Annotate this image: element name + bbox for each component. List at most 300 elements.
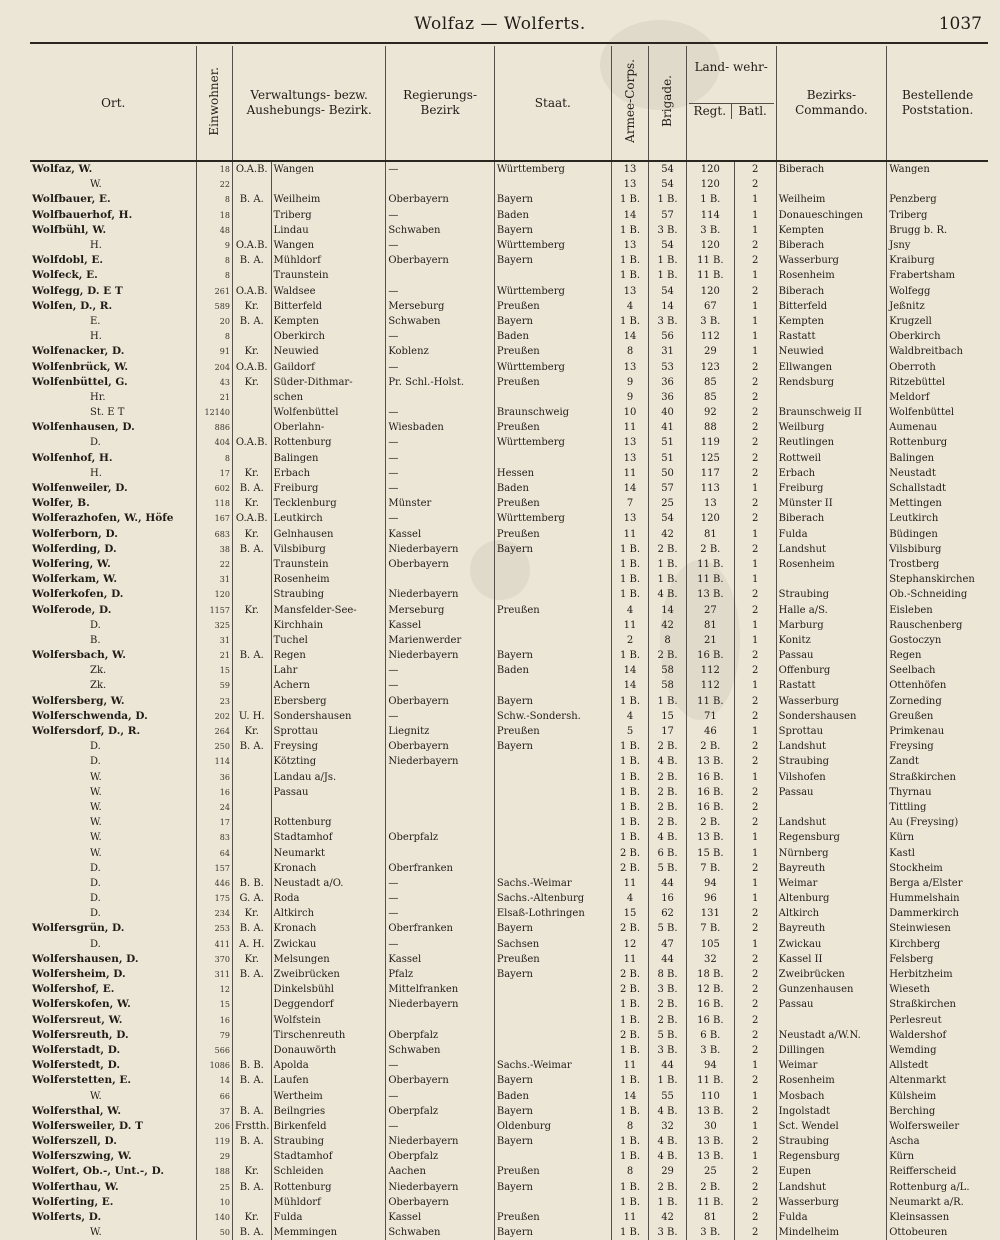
cell-poststation: Reifferscheid <box>887 1164 988 1179</box>
cell-ort: Wolferkam, W. <box>32 573 117 586</box>
cell-landwehr-regt: 71 <box>686 709 734 724</box>
cell-bezirks-commando: Halle a/S. <box>776 602 887 617</box>
table-row <box>30 359 988 374</box>
cell-landwehr-regt: 30 <box>686 1119 734 1134</box>
table-row <box>30 1195 988 1210</box>
cell-armee-corps: 1 B. <box>611 192 649 207</box>
cell-landwehr-batl: 2 <box>734 709 776 724</box>
cell-einwohner: 79 <box>197 1028 232 1043</box>
cell-verwaltung-bezirk: Donauwörth <box>271 1043 386 1058</box>
table-row <box>30 891 988 906</box>
cell-verwaltung-type <box>232 177 271 192</box>
cell-bezirks-commando: Wasserburg <box>776 694 887 709</box>
cell-staat: Bayern <box>494 739 611 754</box>
cell-landwehr-batl: 1 <box>734 891 776 906</box>
cell-landwehr-regt: 32 <box>686 952 734 967</box>
table-row <box>30 390 988 405</box>
cell-brigade: 42 <box>649 527 687 542</box>
cell-verwaltung-bezirk: Kötzting <box>271 754 386 769</box>
cell-armee-corps: 11 <box>611 420 649 435</box>
cell-ort: Wolferszell, D. <box>32 1135 117 1148</box>
cell-bezirks-commando: Sprottau <box>776 724 887 739</box>
cell-landwehr-batl: 2 <box>734 754 776 769</box>
cell-brigade: 8 B. <box>649 967 687 982</box>
cell-brigade: 62 <box>649 906 687 921</box>
cell-verwaltung-type: Kr. <box>232 952 271 967</box>
cell-landwehr-regt: 16 B. <box>686 648 734 663</box>
cell-poststation: Kürn <box>887 830 988 845</box>
cell-verwaltung-type: B. A. <box>232 542 271 557</box>
table-row <box>30 633 988 648</box>
cell-bezirks-commando <box>776 177 887 192</box>
cell-poststation: Balingen <box>887 451 988 466</box>
cell-poststation: Waldershof <box>887 1028 988 1043</box>
cell-regierungsbezirk: Münster <box>386 496 495 511</box>
cell-verwaltung-bezirk: Lindau <box>271 223 386 238</box>
cell-staat: Schw.-Sondersh. <box>494 709 611 724</box>
cell-einwohner: 8 <box>197 329 232 344</box>
cell-poststation: Seelbach <box>887 663 988 678</box>
header-landwehr-label: Land- wehr- <box>694 60 768 74</box>
cell-einwohner: 23 <box>197 694 232 709</box>
cell-einwohner: 14 <box>197 1073 232 1088</box>
cell-armee-corps: 2 B. <box>611 1028 649 1043</box>
table-row <box>30 542 988 557</box>
cell-armee-corps: 15 <box>611 906 649 921</box>
cell-landwehr-batl: 2 <box>734 1195 776 1210</box>
cell-staat: Preußen <box>494 496 611 511</box>
cell-einwohner: 66 <box>197 1088 232 1103</box>
cell-staat <box>494 633 611 648</box>
cell-verwaltung-type: O.A.B. <box>232 284 271 299</box>
table-row <box>30 161 988 177</box>
cell-einwohner: 38 <box>197 542 232 557</box>
cell-ort: Wolferting, E. <box>32 1195 114 1208</box>
cell-verwaltung-bezirk: Memmingen <box>271 1225 386 1240</box>
cell-armee-corps: 13 <box>611 177 649 192</box>
cell-verwaltung-bezirk: Wangen <box>271 161 386 177</box>
cell-verwaltung-type: B. A. <box>232 192 271 207</box>
cell-regierungsbezirk: Marienwerder <box>386 633 495 648</box>
cell-verwaltung-bezirk: Oberlahn- <box>271 420 386 435</box>
cell-verwaltung-bezirk: Wertheim <box>271 1088 386 1103</box>
cell-staat: Bayern <box>494 921 611 936</box>
table-row <box>30 1088 988 1103</box>
cell-poststation: Kirchberg <box>887 937 988 952</box>
table-row <box>30 694 988 709</box>
cell-landwehr-regt: 2 B. <box>686 542 734 557</box>
cell-armee-corps: 13 <box>611 511 649 526</box>
cell-landwehr-batl: 1 <box>734 557 776 572</box>
cell-regierungsbezirk: Oberbayern <box>386 192 495 207</box>
cell-bezirks-commando: Neustadt a/W.N. <box>776 1028 887 1043</box>
cell-poststation: Straßkirchen <box>887 997 988 1012</box>
cell-bezirks-commando: Konitz <box>776 633 887 648</box>
cell-einwohner: 59 <box>197 678 232 693</box>
table-row <box>30 466 988 481</box>
cell-ort: Wolfdobl, E. <box>32 254 104 267</box>
cell-staat <box>494 815 611 830</box>
table-row <box>30 1225 988 1240</box>
cell-verwaltung-bezirk: Passau <box>271 785 386 800</box>
cell-verwaltung-bezirk: Roda <box>271 891 386 906</box>
header-einwohner <box>197 46 232 161</box>
cell-verwaltung-type <box>232 1149 271 1164</box>
cell-armee-corps: 1 B. <box>611 1180 649 1195</box>
cell-armee-corps: 8 <box>611 1119 649 1134</box>
cell-verwaltung-bezirk: Stadtamhof <box>271 830 386 845</box>
cell-staat: Bayern <box>494 1073 611 1088</box>
cell-brigade: 29 <box>649 1164 687 1179</box>
cell-brigade: 2 B. <box>649 815 687 830</box>
cell-landwehr-regt: 112 <box>686 329 734 344</box>
cell-landwehr-regt: 113 <box>686 481 734 496</box>
cell-einwohner: 253 <box>197 921 232 936</box>
cell-regierungsbezirk: — <box>386 678 495 693</box>
table-row <box>30 1028 988 1043</box>
cell-poststation: Dammerkirch <box>887 906 988 921</box>
cell-ort: Wolfbauer, E. <box>32 193 111 206</box>
cell-armee-corps: 13 <box>611 359 649 374</box>
cell-regierungsbezirk: — <box>386 1088 495 1103</box>
cell-landwehr-batl: 2 <box>734 161 776 177</box>
cell-brigade: 1 B. <box>649 192 687 207</box>
cell-poststation: Gostoczyn <box>887 633 988 648</box>
cell-brigade: 44 <box>649 1058 687 1073</box>
cell-armee-corps: 1 B. <box>611 1043 649 1058</box>
cell-staat: Preußen <box>494 344 611 359</box>
cell-staat <box>494 1195 611 1210</box>
cell-ort: Wolferszwing, W. <box>32 1150 132 1163</box>
cell-einwohner: 16 <box>197 1013 232 1028</box>
cell-ort: Wolfeck, E. <box>32 269 98 282</box>
cell-staat: Bayern <box>494 1134 611 1149</box>
cell-poststation: Ottobeuren <box>887 1225 988 1240</box>
cell-regierungsbezirk <box>386 785 495 800</box>
cell-verwaltung-type <box>232 982 271 997</box>
cell-bezirks-commando <box>776 572 887 587</box>
cell-verwaltung-type: B. A. <box>232 314 271 329</box>
header-regt: Regt. <box>693 104 727 118</box>
cell-landwehr-batl: 2 <box>734 997 776 1012</box>
cell-armee-corps: 1 B. <box>611 1195 649 1210</box>
cell-landwehr-batl: 1 <box>734 876 776 891</box>
cell-verwaltung-type: G. A. <box>232 891 271 906</box>
cell-verwaltung-bezirk: Waldsee <box>271 284 386 299</box>
cell-landwehr-regt: 112 <box>686 663 734 678</box>
table-row <box>30 1013 988 1028</box>
cell-brigade: 8 <box>649 633 687 648</box>
cell-staat: Bayern <box>494 1104 611 1119</box>
cell-verwaltung-type <box>232 208 271 223</box>
cell-ort: W. <box>90 817 102 829</box>
cell-staat: Sachs.-Weimar <box>494 1058 611 1073</box>
cell-einwohner: 250 <box>197 739 232 754</box>
cell-verwaltung-type: B. A. <box>232 1073 271 1088</box>
cell-regierungsbezirk: Liegnitz <box>386 724 495 739</box>
cell-brigade: 2 B. <box>649 1180 687 1195</box>
cell-ort: Wolferode, D. <box>32 603 112 616</box>
cell-regierungsbezirk: Oberbayern <box>386 253 495 268</box>
cell-verwaltung-bezirk: Kronach <box>271 861 386 876</box>
cell-armee-corps: 1 B. <box>611 1073 649 1088</box>
table-row <box>30 678 988 693</box>
cell-verwaltung-bezirk: Triberg <box>271 208 386 223</box>
cell-brigade: 54 <box>649 284 687 299</box>
cell-ort: Zk. <box>90 665 107 677</box>
cell-regierungsbezirk: Oberbayern <box>386 1195 495 1210</box>
cell-poststation: Kürn <box>887 1149 988 1164</box>
cell-einwohner: 29 <box>197 1149 232 1164</box>
cell-landwehr-regt: 7 B. <box>686 861 734 876</box>
cell-landwehr-batl: 2 <box>734 390 776 405</box>
cell-landwehr-batl: 1 <box>734 344 776 359</box>
cell-verwaltung-bezirk: Regen <box>271 648 386 663</box>
cell-verwaltung-type <box>232 618 271 633</box>
cell-staat: Sachs.-Weimar <box>494 876 611 891</box>
cell-verwaltung-type: B. A. <box>232 253 271 268</box>
cell-landwehr-regt: 3 B. <box>686 314 734 329</box>
cell-ort: W. <box>90 832 102 844</box>
cell-regierungsbezirk: Merseburg <box>386 602 495 617</box>
cell-landwehr-batl: 2 <box>734 1104 776 1119</box>
cell-landwehr-batl: 2 <box>734 420 776 435</box>
table-row <box>30 208 988 223</box>
cell-ort: Wolfaz, W. <box>32 163 93 176</box>
cell-verwaltung-bezirk: Laufen <box>271 1073 386 1088</box>
cell-einwohner: 202 <box>197 709 232 724</box>
cell-verwaltung-type: B. A. <box>232 739 271 754</box>
cell-regierungsbezirk <box>386 572 495 587</box>
header-post: Bestellende Poststation. <box>887 46 988 161</box>
cell-brigade: 14 <box>649 602 687 617</box>
cell-ort: Wolferschwenda, D. <box>32 709 148 722</box>
cell-landwehr-regt: 117 <box>686 466 734 481</box>
cell-verwaltung-type: Kr. <box>232 466 271 481</box>
cell-regierungsbezirk: Schwaben <box>386 1225 495 1240</box>
cell-landwehr-batl: 2 <box>734 602 776 617</box>
cell-landwehr-batl: 2 <box>734 739 776 754</box>
cell-bezirks-commando <box>776 800 887 815</box>
cell-einwohner: 261 <box>197 284 232 299</box>
table-row <box>30 405 988 420</box>
cell-poststation: Berga a/Elster <box>887 876 988 891</box>
cell-verwaltung-bezirk: Rottenburg <box>271 1180 386 1195</box>
cell-landwehr-batl: 1 <box>734 268 776 283</box>
table-row <box>30 937 988 952</box>
cell-bezirks-commando: Rosenheim <box>776 557 887 572</box>
cell-bezirks-commando: Weimar <box>776 1058 887 1073</box>
cell-verwaltung-bezirk: Deggendorf <box>271 997 386 1012</box>
cell-einwohner: 21 <box>197 648 232 663</box>
cell-poststation: Penzberg <box>887 192 988 207</box>
table-row <box>30 845 988 860</box>
cell-brigade: 58 <box>649 678 687 693</box>
cell-landwehr-batl: 1 <box>734 572 776 587</box>
cell-poststation: Kastl <box>887 845 988 860</box>
cell-verwaltung-bezirk: Freysing <box>271 739 386 754</box>
cell-verwaltung-type <box>232 1043 271 1058</box>
cell-regierungsbezirk: — <box>386 709 495 724</box>
cell-regierungsbezirk: — <box>386 284 495 299</box>
cell-brigade: 58 <box>649 663 687 678</box>
cell-brigade: 41 <box>649 420 687 435</box>
table-row <box>30 709 988 724</box>
cell-staat: Bayern <box>494 694 611 709</box>
cell-regierungsbezirk: Oberpfalz <box>386 1149 495 1164</box>
cell-landwehr-batl: 2 <box>734 1180 776 1195</box>
cell-ort: Wolferkofen, D. <box>32 588 124 601</box>
cell-staat <box>494 982 611 997</box>
cell-verwaltung-bezirk: Leutkirch <box>271 511 386 526</box>
cell-staat <box>494 678 611 693</box>
cell-brigade: 54 <box>649 238 687 253</box>
cell-einwohner: 602 <box>197 481 232 496</box>
table-row <box>30 1043 988 1058</box>
cell-verwaltung-bezirk: Oberkirch <box>271 329 386 344</box>
cell-armee-corps: 1 B. <box>611 739 649 754</box>
table-row <box>30 906 988 921</box>
cell-ort: D. <box>90 908 101 920</box>
cell-verwaltung-type <box>232 420 271 435</box>
cell-brigade: 56 <box>649 329 687 344</box>
cell-landwehr-batl: 2 <box>734 921 776 936</box>
cell-bezirks-commando: Zwickau <box>776 937 887 952</box>
cell-verwaltung-type: B. A. <box>232 1104 271 1119</box>
cell-landwehr-batl: 2 <box>734 177 776 192</box>
cell-bezirks-commando: Landshut <box>776 542 887 557</box>
cell-armee-corps: 1 B. <box>611 223 649 238</box>
cell-verwaltung-type <box>232 845 271 860</box>
cell-verwaltung-type: Kr. <box>232 375 271 390</box>
cell-landwehr-regt: 120 <box>686 511 734 526</box>
cell-poststation: Oberkirch <box>887 329 988 344</box>
cell-einwohner: 91 <box>197 344 232 359</box>
cell-regierungsbezirk: — <box>386 481 495 496</box>
cell-landwehr-batl: 1 <box>734 678 776 693</box>
table-row <box>30 572 988 587</box>
cell-ort: St. E T <box>90 407 125 419</box>
cell-landwehr-regt: 12 B. <box>686 982 734 997</box>
cell-einwohner: 120 <box>197 587 232 602</box>
cell-regierungsbezirk: — <box>386 1058 495 1073</box>
cell-landwehr-batl: 1 <box>734 314 776 329</box>
table-row <box>30 967 988 982</box>
cell-verwaltung-bezirk: Sondershausen <box>271 709 386 724</box>
cell-ort: Wolfegg, D. E T <box>32 284 123 297</box>
cell-verwaltung-bezirk <box>271 800 386 815</box>
cell-staat <box>494 861 611 876</box>
cell-brigade: 5 B. <box>649 861 687 876</box>
cell-bezirks-commando: Passau <box>776 997 887 1012</box>
cell-armee-corps: 1 B. <box>611 1104 649 1119</box>
cell-landwehr-batl: 2 <box>734 694 776 709</box>
cell-poststation: Trostberg <box>887 557 988 572</box>
cell-landwehr-regt: 3 B. <box>686 223 734 238</box>
cell-einwohner: 188 <box>197 1164 232 1179</box>
cell-poststation: Frabertsham <box>887 268 988 283</box>
cell-verwaltung-bezirk: Mühldorf <box>271 253 386 268</box>
cell-verwaltung-type: O.A.B. <box>232 161 271 177</box>
cell-einwohner: 24 <box>197 800 232 815</box>
cell-landwehr-regt: 123 <box>686 359 734 374</box>
cell-brigade: 4 B. <box>649 830 687 845</box>
cell-einwohner: 12 <box>197 982 232 997</box>
table-row <box>30 1180 988 1195</box>
cell-einwohner: 311 <box>197 967 232 982</box>
cell-landwehr-regt: 13 B. <box>686 1149 734 1164</box>
cell-brigade: 6 B. <box>649 845 687 860</box>
cell-verwaltung-type: B. A. <box>232 921 271 936</box>
cell-verwaltung-type <box>232 405 271 420</box>
cell-einwohner: 1086 <box>197 1058 232 1073</box>
cell-regierungsbezirk: Oberbayern <box>386 1073 495 1088</box>
cell-einwohner: 17 <box>197 466 232 481</box>
cell-armee-corps: 2 B. <box>611 861 649 876</box>
cell-regierungsbezirk: — <box>386 906 495 921</box>
cell-armee-corps: 1 B. <box>611 542 649 557</box>
cell-staat <box>494 557 611 572</box>
cell-verwaltung-bezirk: Mühldorf <box>271 1195 386 1210</box>
table-row <box>30 527 988 542</box>
cell-armee-corps: 1 B. <box>611 268 649 283</box>
cell-ort: Wolferstedt, D. <box>32 1059 120 1072</box>
table-body <box>30 161 988 1240</box>
cell-verwaltung-type: Kr. <box>232 1210 271 1225</box>
table-row <box>30 724 988 739</box>
cell-verwaltung-bezirk: Traunstein <box>271 268 386 283</box>
cell-einwohner: 683 <box>197 527 232 542</box>
cell-landwehr-regt: 81 <box>686 1210 734 1225</box>
cell-einwohner: 167 <box>197 511 232 526</box>
cell-verwaltung-bezirk: Apolda <box>271 1058 386 1073</box>
table-row <box>30 830 988 845</box>
cell-ort: D. <box>90 938 101 950</box>
gazetteer-table <box>30 46 988 1240</box>
cell-verwaltung-type: Kr. <box>232 299 271 314</box>
running-head <box>0 14 1000 40</box>
cell-staat <box>494 770 611 785</box>
cell-brigade: 40 <box>649 405 687 420</box>
cell-brigade: 51 <box>649 451 687 466</box>
cell-regierungsbezirk: — <box>386 161 495 177</box>
cell-regierungsbezirk: Kassel <box>386 618 495 633</box>
cell-staat <box>494 177 611 192</box>
cell-ort: Wolfersweiler, D. T <box>32 1119 143 1132</box>
cell-bezirks-commando: Straubing <box>776 587 887 602</box>
cell-regierungsbezirk: Aachen <box>386 1164 495 1179</box>
cell-bezirks-commando: Vilshofen <box>776 770 887 785</box>
cell-verwaltung-type <box>232 997 271 1012</box>
cell-staat: Preußen <box>494 420 611 435</box>
cell-landwehr-batl: 1 <box>734 1119 776 1134</box>
cell-verwaltung-bezirk: Neumarkt <box>271 845 386 860</box>
table-row <box>30 481 988 496</box>
cell-armee-corps: 13 <box>611 284 649 299</box>
cell-ort: Wolfer, B. <box>32 497 90 510</box>
cell-armee-corps: 4 <box>611 891 649 906</box>
cell-bezirks-commando: Nürnberg <box>776 845 887 860</box>
cell-landwehr-batl: 2 <box>734 861 776 876</box>
cell-regierungsbezirk: Schwaben <box>386 314 495 329</box>
cell-poststation: Meldorf <box>887 390 988 405</box>
cell-regierungsbezirk <box>386 1013 495 1028</box>
cell-poststation: Wieseth <box>887 982 988 997</box>
cell-bezirks-commando: Altkirch <box>776 906 887 921</box>
cell-verwaltung-type <box>232 572 271 587</box>
cell-ort: Wolferstetten, E. <box>32 1074 132 1087</box>
cell-armee-corps: 2 <box>611 633 649 648</box>
